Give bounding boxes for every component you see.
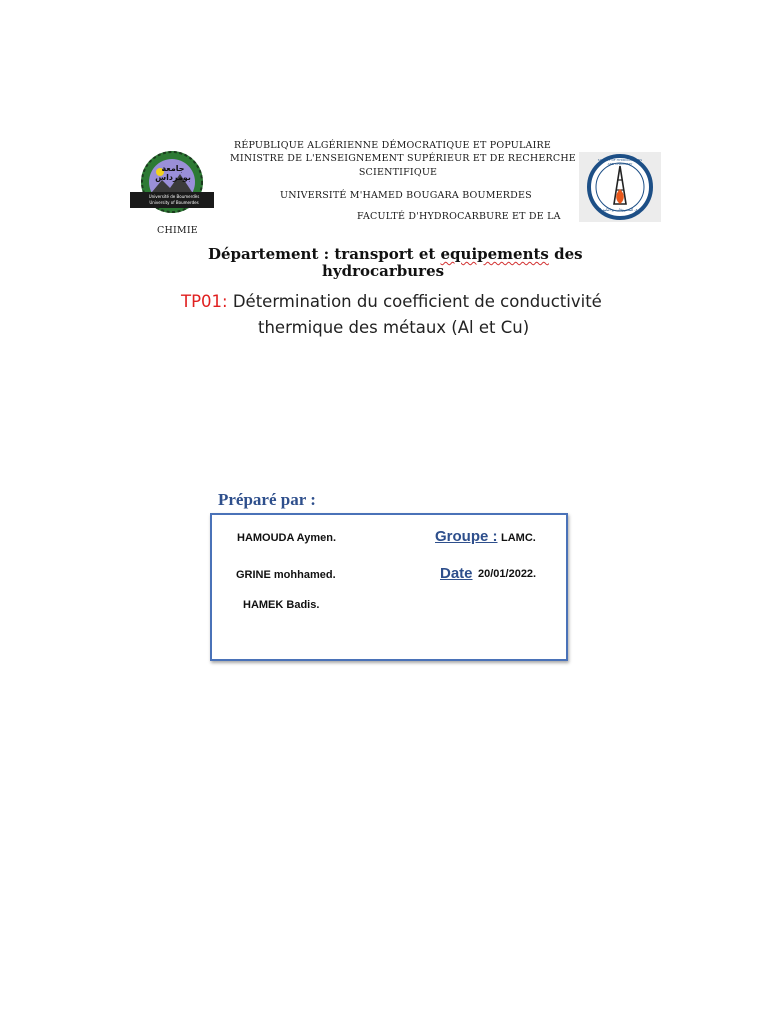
- university-logo-arabic: جامعة بومرداس: [155, 164, 191, 182]
- university-logo: [128, 148, 216, 218]
- university-logo-caption-1: Université de Boumerdès: [148, 194, 200, 199]
- department-title-part1: Département : transport et: [208, 245, 441, 263]
- header-ministry-cont: SCIENTIFIQUE: [358, 167, 438, 178]
- group-value: LAMC.: [501, 532, 536, 544]
- university-logo-icon: [128, 148, 216, 218]
- university-logo-caption-2: University of Boumerdes: [149, 200, 199, 205]
- header-university: UNIVERSITÉ M'HAMED BOUGARA BOUMERDES: [280, 190, 532, 201]
- student-name-1: HAMOUDA Aymen.: [237, 532, 337, 544]
- student-name-3: HAMEK Badis.: [243, 599, 320, 611]
- department-title-part3: des: [548, 245, 583, 263]
- date-value: 20/01/2022.: [478, 568, 537, 580]
- header-ministry: MINISTRE DE L'ENSEIGNEMENT SUPÉRIEUR ET DE RECHERCHE: [230, 153, 576, 164]
- header-faculty-cont: CHIMIE: [157, 225, 198, 236]
- department-title-line2: hydrocarbures: [322, 262, 445, 280]
- date-label: Date: [440, 565, 473, 582]
- tp-title: [181, 292, 602, 311]
- society-logo-bottom-text: نادي المحروقات و الكيمياء: [598, 207, 642, 212]
- header-republic: RÉPUBLIQUE ALGÉRIENNE DÉMOCRATIQUE ET POPULAIRE: [234, 140, 552, 151]
- prepared-by-label: Préparé par :: [218, 490, 316, 509]
- header-faculty: FACULTÉ D'HYDROCARBURE ET DE LA: [357, 211, 561, 222]
- tp-number: TP01:: [181, 292, 228, 311]
- department-title-part2: equipements: [440, 245, 549, 263]
- department-title: [208, 245, 583, 263]
- student-name-2: GRINE mohhamed.: [236, 569, 336, 581]
- society-logo-top-text: SOCIETY OF HYDROCARBONS AND CHEMISTRY: [597, 158, 643, 166]
- tp-title-line1: Détermination du coefficient de conductivité: [227, 292, 602, 311]
- group-label: Groupe :: [435, 528, 498, 545]
- tp-title-line2: thermique des métaux (Al et Cu): [258, 318, 530, 337]
